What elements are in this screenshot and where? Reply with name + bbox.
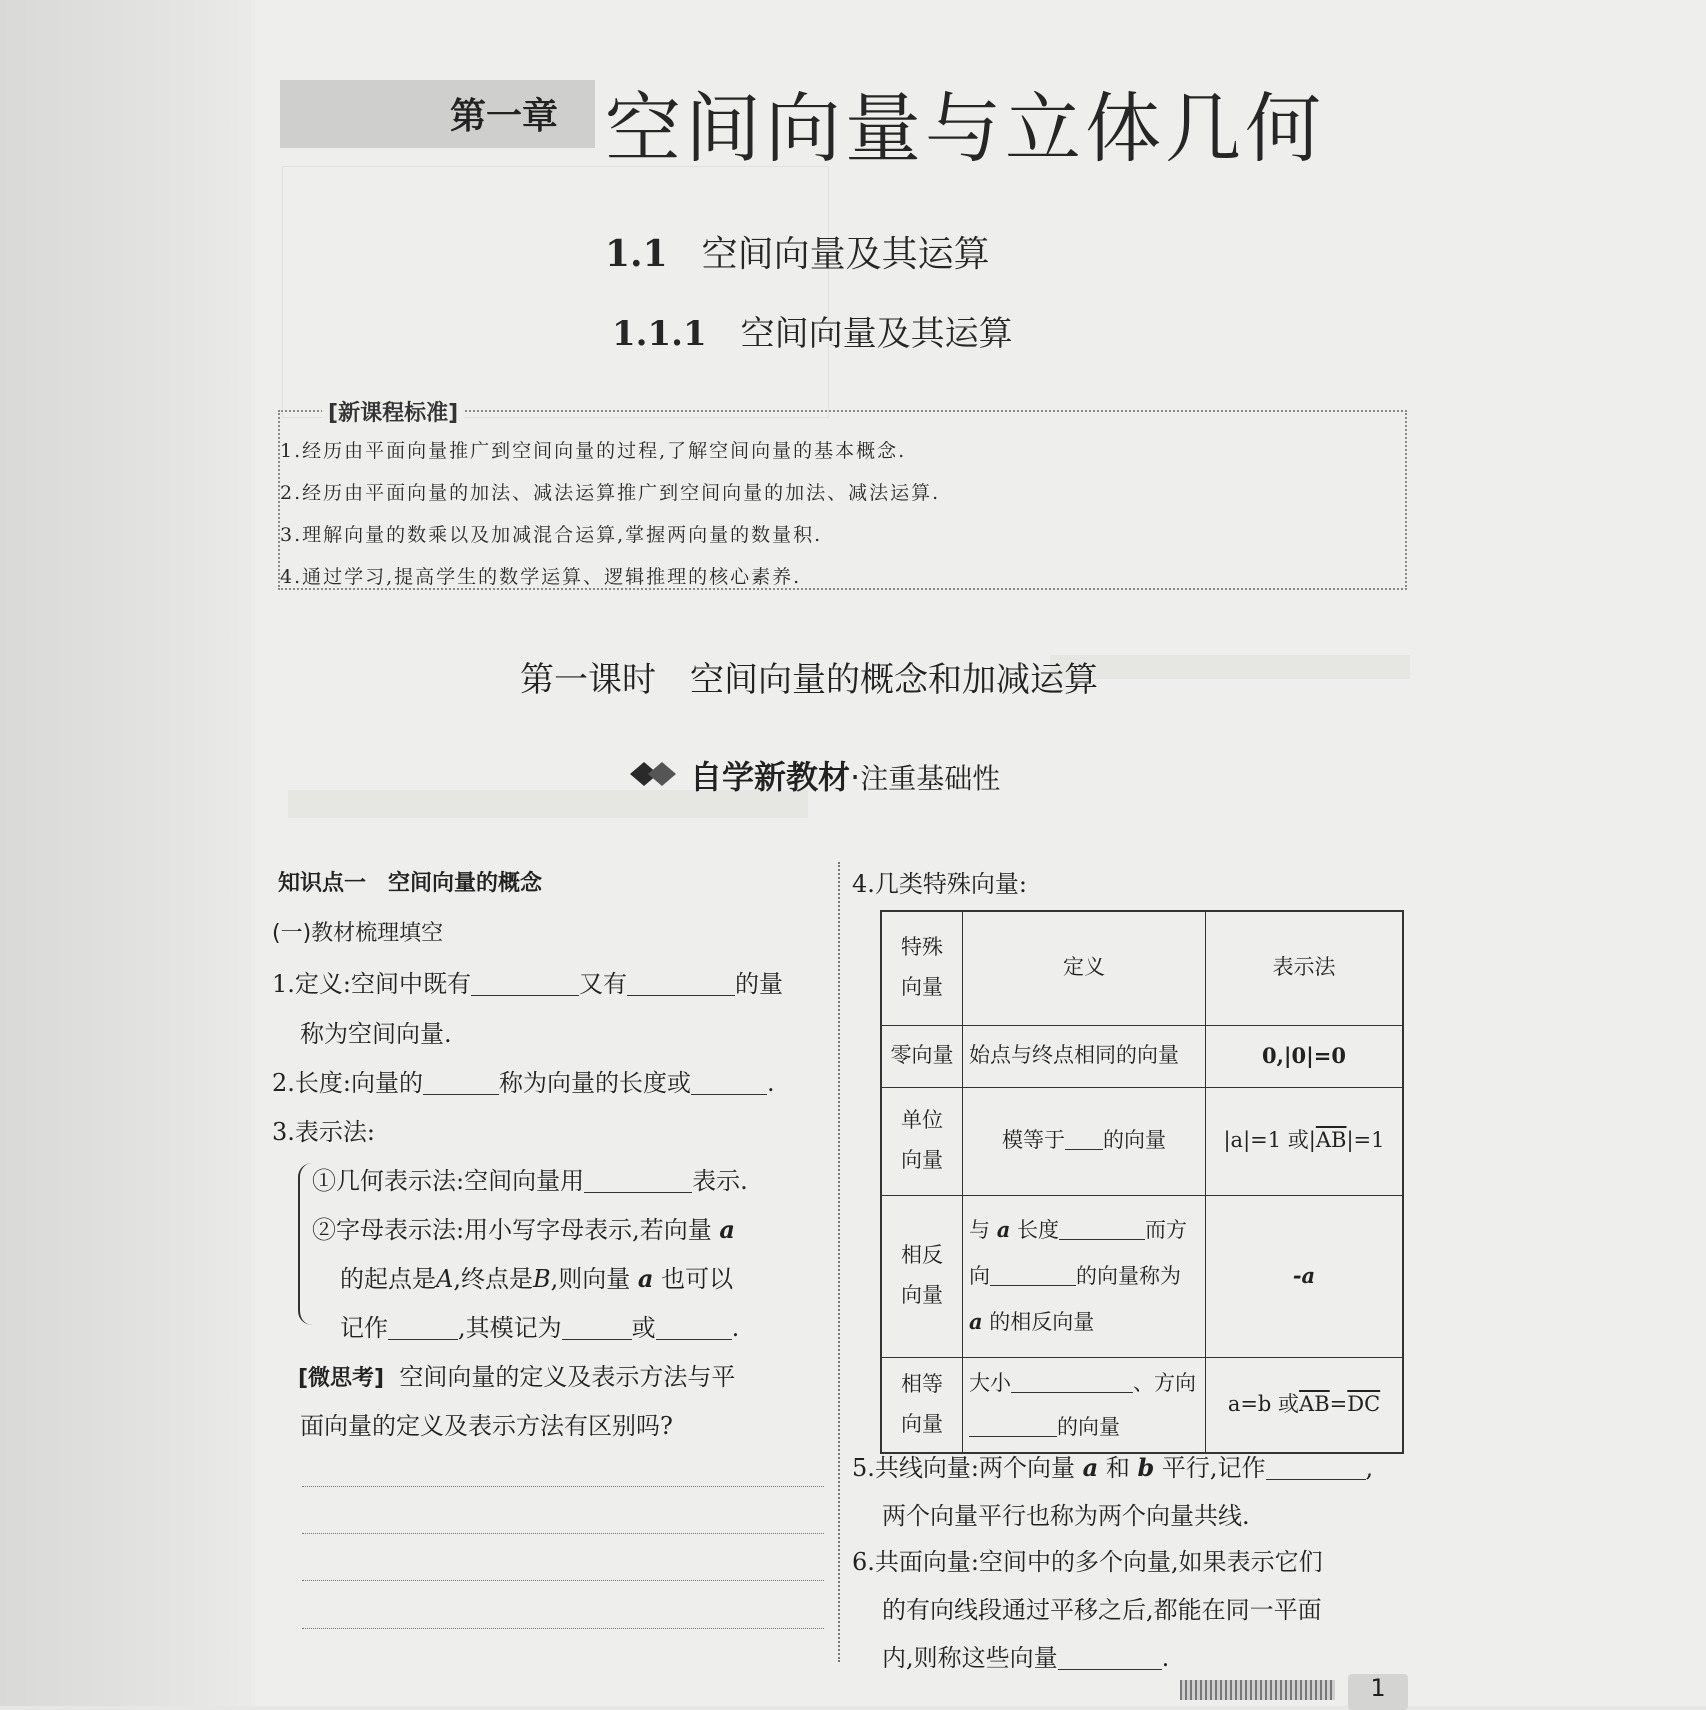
letter-text: 也可以 (661, 1265, 734, 1293)
blank[interactable] (1266, 1455, 1366, 1480)
cell-text: 向量 (901, 1411, 943, 1436)
letter-line-2 (340, 1259, 733, 1294)
cell-text: 向量 (901, 1283, 943, 1307)
self-study-sub: 注重基础性 (860, 762, 1001, 795)
vector-symbol: a (1082, 1453, 1099, 1482)
colinear-text: 平行,记作 (1161, 1454, 1266, 1482)
cell-text: 向量 (901, 1148, 943, 1172)
vector-ab: $\overline{AB}$ (1315, 1128, 1347, 1153)
think-text: 空间向量的定义及表示方法与平 (399, 1363, 736, 1391)
colinear-text: , (1365, 1454, 1374, 1482)
blank[interactable] (1011, 1371, 1133, 1393)
subsection-number: 1.1.1 (612, 314, 707, 354)
header-cell (881, 911, 963, 1025)
table-row (881, 1025, 1403, 1087)
letter-text: ,其模记为 (458, 1314, 562, 1342)
length-text: 称为向量的长度或 (498, 1069, 691, 1097)
lesson-title: 第一课时 空间向量的概念和加减运算 (520, 660, 1098, 700)
subsection-title (612, 306, 1013, 355)
definition-text: 1.定义:空间中既有 (272, 970, 471, 998)
standards-label-text: 新课程标准 (338, 401, 449, 426)
blank[interactable] (1059, 1218, 1145, 1240)
table-cell (1206, 1357, 1404, 1453)
vector-symbol: a (719, 1215, 735, 1244)
table-cell (881, 1357, 963, 1453)
cell-text: 的向量 (1057, 1414, 1120, 1439)
think-label: [微思考] (298, 1366, 385, 1391)
table-cell: 零向量 (881, 1025, 963, 1087)
chapter-label: 第一章 (450, 96, 559, 137)
cell-text: = (1329, 1391, 1348, 1416)
letter-text: 记作 (340, 1314, 388, 1342)
page-number: 1 (1348, 1674, 1408, 1710)
chapter-title: 空间向量与立体几何 (605, 84, 1325, 173)
coplanar-text: 内,则称这些向量 (882, 1644, 1058, 1672)
page-number-bar (1180, 1680, 1335, 1700)
vector-dc: $\overline{DC}$ (1347, 1391, 1381, 1416)
vector-symbol: b (1137, 1453, 1155, 1482)
section-number: 1.1 (605, 233, 668, 275)
blank[interactable] (990, 1264, 1076, 1286)
table-row (881, 1357, 1403, 1453)
cell-text: 而方 (1144, 1217, 1187, 1242)
special-vectors-title: 4.几类特殊向量: (852, 870, 1027, 898)
letter-text: ,则向量 (550, 1265, 631, 1293)
cell-text: 相等 (901, 1371, 943, 1396)
vector-ab: $\overline{AB}$ (1299, 1391, 1330, 1416)
coplanar-line: 6.共面向量:空间中的多个向量,如果表示它们 (852, 1548, 1323, 1576)
table-cell: 始点与终点相同的向量 (963, 1025, 1206, 1087)
geometric-line (312, 1161, 748, 1196)
vector-symbol: a (996, 1216, 1011, 1242)
table-cell (963, 1357, 1206, 1453)
column-divider (838, 862, 840, 1662)
letter-text: ,终点是 (453, 1265, 533, 1293)
cell-text: |a|=1 或| (1223, 1128, 1316, 1153)
cell-text: 向 (969, 1263, 990, 1288)
header-cell: 表示法 (1206, 911, 1404, 1025)
letter-text: ②字母表示法:用小写字母表示,若向量 (312, 1216, 712, 1244)
think-line (298, 1357, 735, 1392)
header-cell: 定义 (963, 911, 1206, 1025)
letter-line-3 (340, 1308, 739, 1343)
table-row (881, 911, 1403, 1025)
length-text: 2.长度:向量的 (272, 1069, 423, 1097)
representation-title: 3.表示法: (272, 1118, 375, 1146)
table-row (881, 1087, 1403, 1195)
bleed-through-table (282, 166, 829, 418)
coplanar-line-2: 的有向线段通过平移之后,都能在同一平面 (882, 1596, 1322, 1624)
answer-line[interactable] (302, 1486, 824, 1487)
letter-text: 的起点是 (340, 1265, 436, 1293)
self-study-main: 自学新教材 (690, 758, 851, 796)
subsection-title-text: 空间向量及其运算 (740, 314, 1013, 354)
table-row (881, 1195, 1403, 1357)
table-cell (963, 1087, 1206, 1195)
standards-label: [新课程标准] (322, 396, 464, 427)
blank[interactable] (1065, 1128, 1103, 1150)
blank[interactable] (388, 1315, 458, 1340)
letter-text: 或 (631, 1314, 656, 1342)
fill-section-title: (一)教材梳理填空 (272, 921, 444, 946)
brace (298, 1163, 312, 1325)
length-text: . (766, 1069, 775, 1097)
letter-text: . (731, 1314, 740, 1342)
cell-text: 大小 (969, 1370, 1011, 1395)
cell-text: 与 (969, 1217, 990, 1242)
blank[interactable] (691, 1070, 767, 1095)
cell-text: 的向量称为 (1076, 1263, 1181, 1288)
blank[interactable] (471, 971, 579, 996)
header-text: 向量 (901, 975, 943, 1000)
colinear-text: 5.共线向量:两个向量 (852, 1454, 1075, 1482)
blank[interactable] (1058, 1645, 1162, 1670)
letter-line (312, 1210, 735, 1245)
geometric-text: 表示. (692, 1167, 748, 1195)
cell-text: |=1 (1346, 1128, 1385, 1153)
cell-text: 、方向 (1133, 1370, 1196, 1395)
special-vectors-table (880, 910, 1404, 1454)
blank[interactable] (656, 1315, 732, 1340)
bleed-through-band-right (1050, 655, 1410, 679)
standard-item: 1.经历由平面向量推广到空间向量的过程,了解空间向量的基本概念. (280, 440, 907, 462)
colinear-line (852, 1448, 1373, 1483)
length-line (272, 1063, 775, 1098)
definition-text: 又有 (578, 970, 627, 998)
coplanar-line-3 (882, 1638, 1169, 1673)
cell-text: 模等于 (1002, 1128, 1065, 1153)
cell-text: 的相反向量 (989, 1310, 1095, 1335)
table-cell (963, 1195, 1206, 1357)
book-spine-shadow (0, 0, 255, 1706)
self-study-dot: · (850, 758, 861, 796)
standard-item: 3.理解向量的数乘以及加减混合运算,掌握两向量的数量积. (280, 524, 823, 546)
point-symbol: B (532, 1265, 551, 1293)
knowledge-point-title: 知识点一 空间向量的概念 (278, 871, 543, 896)
definition-text: 的量 (734, 970, 783, 998)
section-title-text: 空间向量及其运算 (701, 234, 990, 275)
table-cell (1206, 1087, 1404, 1195)
standard-item: 4.通过学习,提高学生的数学运算、逻辑推理的核心素养. (280, 566, 802, 588)
table-cell: -a (1206, 1195, 1404, 1357)
blank[interactable] (969, 1415, 1057, 1437)
diamond-icon (628, 760, 678, 788)
cell-text: 相反 (901, 1243, 943, 1268)
coplanar-text: . (1161, 1644, 1170, 1672)
think-line-2: 面向量的定义及表示方法有区别吗? (300, 1412, 673, 1440)
table-cell (881, 1087, 963, 1195)
blank[interactable] (627, 971, 735, 996)
definition-line-2: 称为空间向量. (300, 1020, 452, 1048)
colinear-text: 和 (1105, 1454, 1130, 1482)
geometric-text: ①几何表示法:空间向量用 (312, 1167, 585, 1195)
blank[interactable] (584, 1168, 692, 1193)
self-study-title (690, 752, 1000, 798)
section-title (605, 226, 990, 277)
cell-text: 长度 (1016, 1217, 1059, 1242)
point-symbol: A (436, 1265, 454, 1293)
answer-line[interactable] (302, 1533, 824, 1534)
vector-symbol: a (969, 1309, 983, 1335)
blank[interactable] (423, 1070, 499, 1095)
blank[interactable] (562, 1315, 632, 1340)
cell-text: 单位 (901, 1108, 943, 1133)
answer-line[interactable] (302, 1628, 824, 1629)
vector-symbol: a (637, 1264, 654, 1293)
answer-line[interactable] (302, 1580, 824, 1581)
colinear-line-2: 两个向量平行也称为两个向量共线. (882, 1502, 1250, 1530)
cell-text: a=b 或 (1227, 1391, 1300, 1416)
table-cell: 0,|0|=0 (1206, 1025, 1404, 1087)
header-text: 特殊 (901, 935, 943, 960)
standard-item: 2.经历由平面向量的加法、减法运算推广到空间向量的加法、减法运算. (280, 482, 941, 504)
cell-text: 的向量 (1103, 1128, 1166, 1153)
table-cell (881, 1195, 963, 1357)
definition-line (272, 964, 783, 999)
